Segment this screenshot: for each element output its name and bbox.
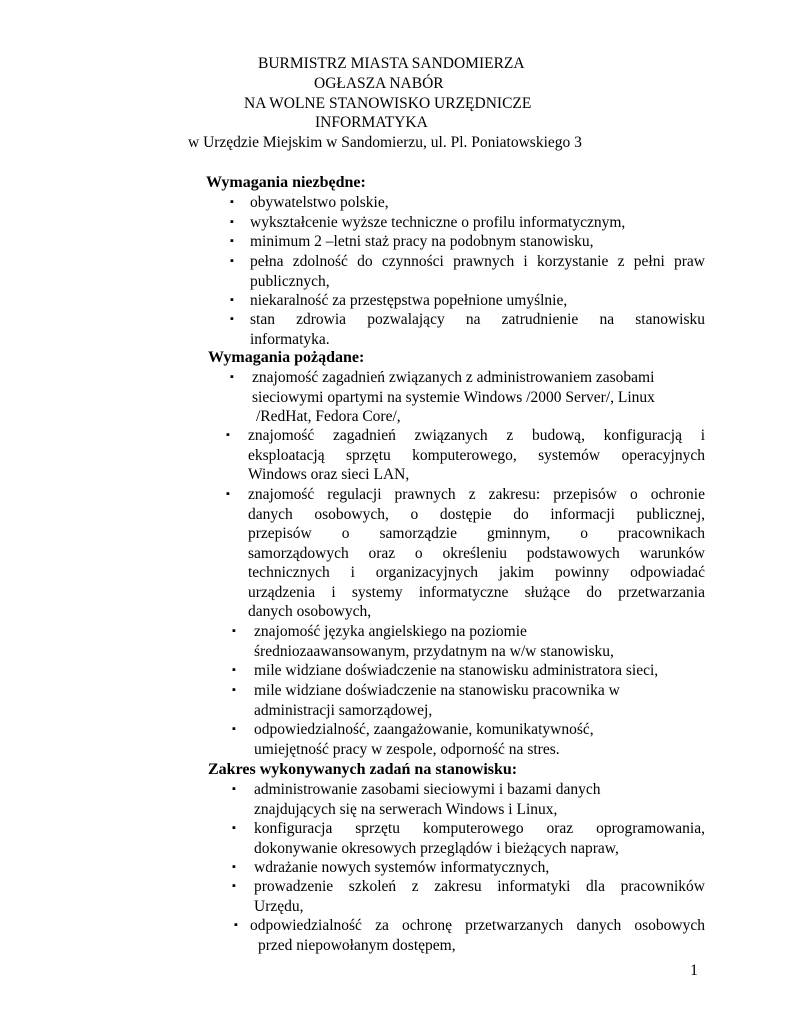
list-item: ▪ administrowanie zasobami sieciowymi i bazami danych znajdujących się na serwerach Windows i Linux,	[232, 781, 601, 818]
bullet-icon: ▪	[232, 822, 236, 834]
list-item: ▪ mile widziane doświadczenie na stanowisku pracownika w administracji samorządowej,	[232, 682, 620, 719]
header-office-address: w Urzędzie Miejskim w Sandomierzu, ul. Pl. Poniatowskiego 3	[188, 134, 582, 151]
bullet-icon: ▪	[232, 684, 236, 696]
list-item: ▪ mile widziane doświadczenie na stanowisku administratora sieci,	[232, 662, 659, 679]
list-item: ▪ wdrażanie nowych systemów informatycznych,	[232, 859, 550, 876]
header-mayor: BURMISTRZ MIASTA SANDOMIERZA	[258, 55, 525, 72]
list-item: ▪ znajomość regulacji prawnych z zakresu: przepisów o ochronie danych osobowych, o dostępie do informacji publicznej, przepisów o samorządzie gminnym, o pracownikach samorządowych oraz o określeniu podstawowych warunków technicznych i organizacyjnych jakim powinny odpowiadać urządzenia i systemy informatyczne służące do przetwarzania danych osobowych,	[226, 486, 705, 620]
list-item: ▪ znajomość języka angielskiego na poziomie średniozaawansowanym, przydatnym na w/w stanowisku,	[232, 623, 614, 660]
bullet-icon: ▪	[230, 196, 234, 208]
required-heading: Wymagania niezbędne:	[206, 174, 366, 191]
list-item: ▪ stan zdrowia pozwalający na zatrudnienie na stanowisku informatyka.	[230, 311, 705, 348]
header-position-type: NA WOLNE STANOWISKO URZĘDNICZE	[244, 95, 532, 112]
page-number: 1	[690, 962, 698, 979]
bullet-icon: ▪	[232, 783, 236, 795]
list-item: ▪ minimum 2 –letni staż pracy na podobnym stanowisku,	[230, 233, 594, 250]
list-item: ▪ pełna zdolność do czynności prawnych i korzystanie z pełni praw publicznych,	[230, 253, 705, 290]
bullet-icon: ▪	[232, 664, 236, 676]
header-announces: OGŁASZA NABÓR	[314, 75, 444, 92]
bullet-icon: ▪	[232, 880, 236, 892]
bullet-icon: ▪	[230, 313, 234, 325]
list-item: ▪ wykształcenie wyższe techniczne o profilu informatycznym,	[230, 214, 626, 231]
bullet-icon: ▪	[230, 216, 234, 228]
bullet-icon: ▪	[230, 255, 234, 267]
bullet-icon: ▪	[230, 371, 234, 383]
list-item: ▪ znajomość zagadnień związanych z administrowaniem zasobami sieciowymi opartymi na systemie Windows /2000 Server/, Linux /RedHat, Fedora Core/,	[230, 369, 655, 425]
list-item: ▪ konfiguracja sprzętu komputerowego oraz oprogramowania, dokonywanie okresowych przeglądów i bieżących napraw,	[232, 820, 705, 857]
list-item: ▪ odpowiedzialność, zaangażowanie, komunikatywność, umiejętność pracy w zespole, odporność na stres.	[232, 721, 594, 758]
bullet-icon: ▪	[230, 235, 234, 247]
bullet-icon: ▪	[230, 294, 234, 306]
bullet-icon: ▪	[232, 625, 236, 637]
bullet-icon: ▪	[232, 723, 236, 735]
list-item: ▪ odpowiedzialność za ochronę przetwarzanych danych osobowych przed niepowołanym dostępem,	[234, 917, 705, 954]
bullet-icon: ▪	[232, 861, 236, 873]
list-item: ▪ prowadzenie szkoleń z zakresu informatyki dla pracowników Urzędu,	[232, 878, 705, 915]
list-item: ▪ niekaralność za przestępstwa popełnione umyślnie,	[230, 292, 568, 309]
tasks-heading: Zakres wykonywanych zadań na stanowisku:	[208, 761, 518, 778]
list-item: ▪ znajomość zagadnień związanych z budową, konfiguracją i eksploatacją sprzętu komputerowego, systemów operacyjnych Windows oraz sieci LAN,	[226, 427, 705, 483]
list-item: ▪ obywatelstwo polskie,	[230, 194, 389, 211]
bullet-icon: ▪	[226, 488, 230, 500]
header-position-title: INFORMATYKA	[315, 114, 428, 131]
desired-heading: Wymagania pożądane:	[208, 349, 365, 366]
bullet-icon: ▪	[226, 429, 230, 441]
bullet-icon: ▪	[234, 919, 238, 931]
